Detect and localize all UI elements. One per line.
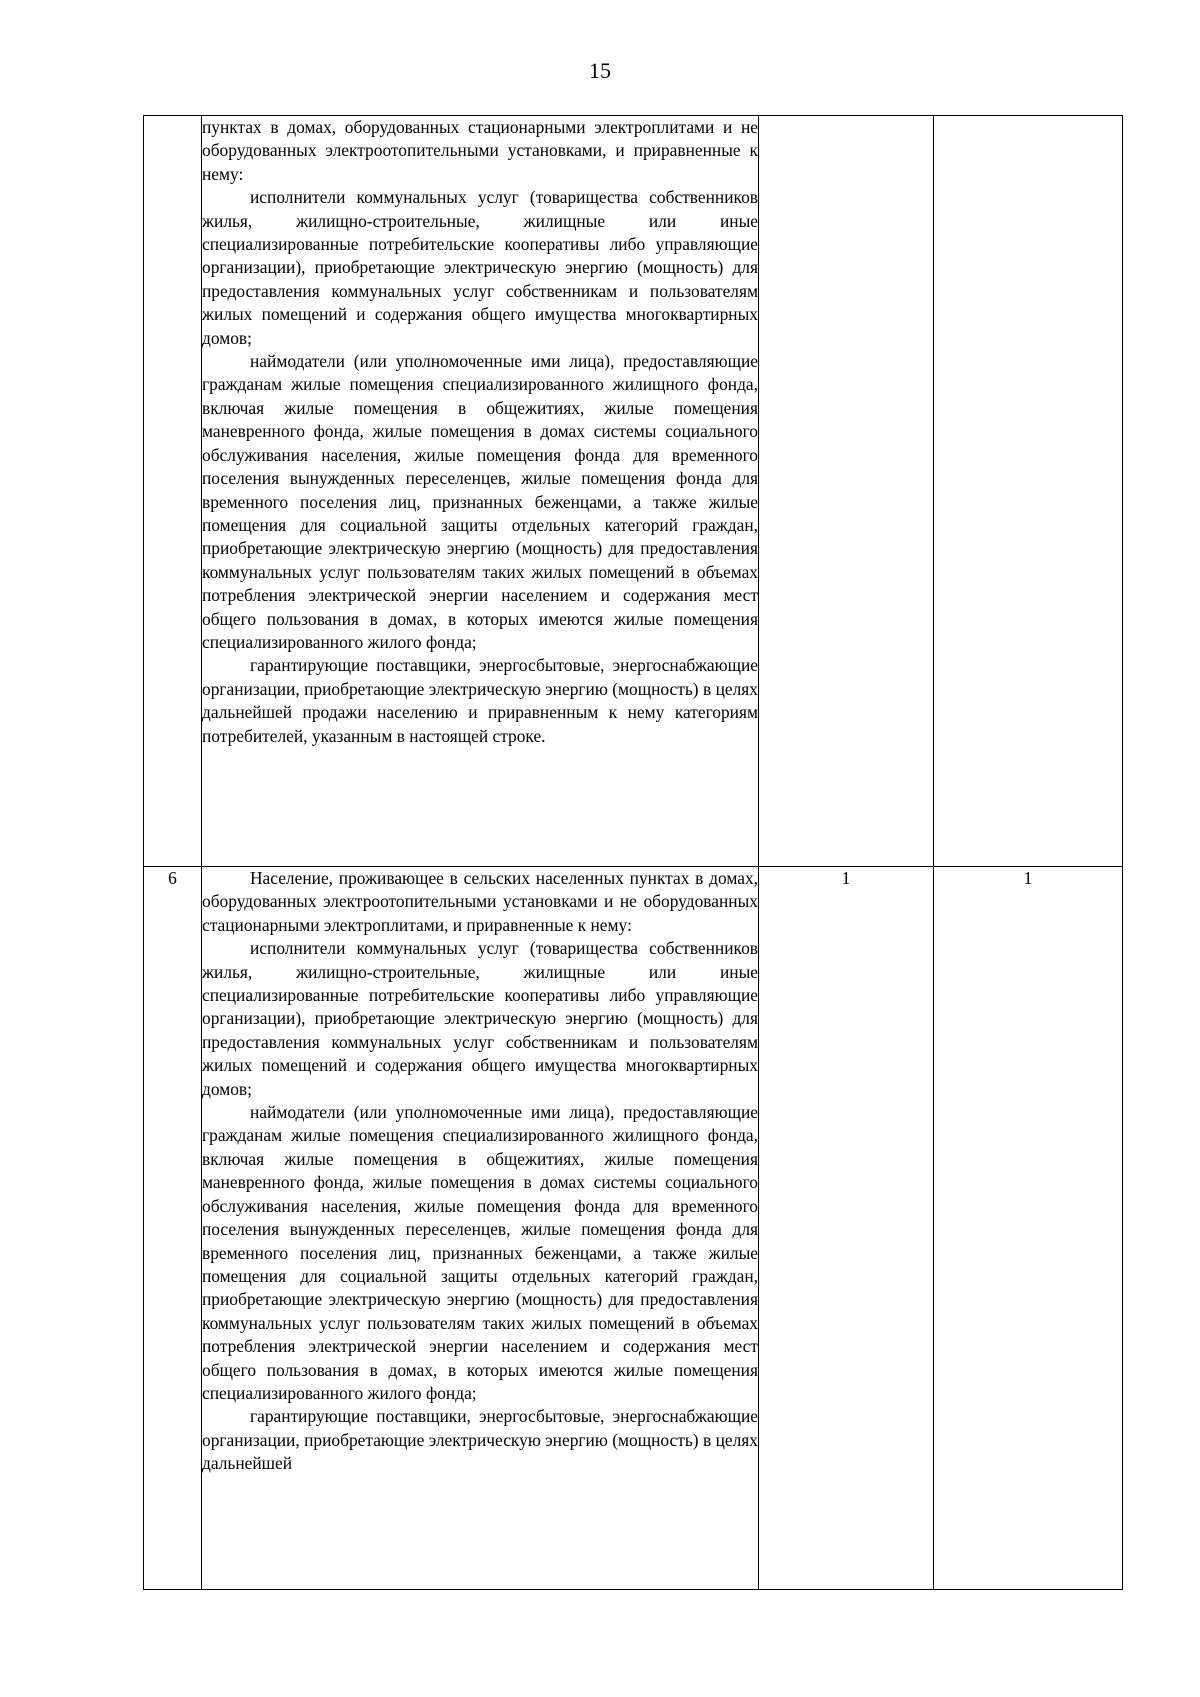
description-paragraph: исполнители коммунальных услуг (товарищества собственников жилья, жилищно-строительные, жилищные или иные специализированные потребительские кооперативы либо управляющие организации), приобретающие электрическую энергию (мощность) для предоставления коммунальных услуг собственникам и пользователям жилых помещений и содержания общего имущества многоквартирных домов; (202, 938, 758, 1099)
row-number-cell (144, 116, 202, 867)
description-paragraph: пунктах в домах, оборудованных стационарными электроплитами и не оборудованных электроотопительными установками, и приравненные к нему: (202, 117, 758, 184)
tariff-table (143, 115, 1123, 1590)
description-paragraph: гарантирующие поставщики, энергосбытовые, энергоснабжающие организации, приобретающие электрическую энергию (мощность) в целях дальнейшей (202, 1406, 758, 1474)
row-value-cell-2: 1 (934, 867, 1123, 1590)
row-value-cell-1 (759, 116, 934, 867)
table-row (144, 867, 1123, 1590)
description-paragraph: наймодатели (или уполномоченные ими лица), предоставляющие гражданам жилые помещения специализированного жилищного фонда, включая жилые помещения в общежитиях, жилые помещения маневренного фонда, жилые помещения в домах системы социального обслуживания населения, жилые помещения фонда для временного поселения вынужденных переселенцев, жилые помещения фонда для временного поселения лиц, признанных беженцами, а также жилые помещения для социальной защиты отдельных категорий граждан, приобретающие электрическую энергию (мощность) для предоставления коммунальных услуг пользователям таких жилых помещений в объемах потребления электрической энергии населением и содержания мест общего пользования в домах, в которых имеются жилые помещения специализированного жилого фонда; (202, 1102, 758, 1403)
row-value-cell-2 (934, 116, 1123, 867)
row-description-cell (202, 867, 759, 1590)
description-paragraph: наймодатели (или уполномоченные ими лица), предоставляющие гражданам жилые помещения специализированного жилищного фонда, включая жилые помещения в общежитиях, жилые помещения маневренного фонда, жилые помещения в домах системы социального обслуживания населения, жилые помещения фонда для временного поселения вынужденных переселенцев, жилые помещения фонда для временного поселения лиц, признанных беженцами, а также жилые помещения для социальной защиты отдельных категорий граждан, приобретающие электрическую энергию (мощность) для предоставления коммунальных услуг пользователям таких жилых помещений в объемах потребления электрической энергии населением и содержания мест общего пользования в домах, в которых имеются жилые помещения специализированного жилого фонда; (202, 351, 758, 652)
page-number: 15 (589, 58, 611, 83)
description-paragraph: гарантирующие поставщики, энергосбытовые, энергоснабжающие организации, приобретающие электрическую энергию (мощность) в целях дальнейшей продажи населению и приравненным к нему категориям потребителей, указанным в настоящей строке. (202, 655, 758, 746)
description-paragraph: Население, проживающее в сельских населенных пунктах в домах, оборудованных электроотопительными установками и не оборудованных стационарными электроплитами, и приравненные к нему: (202, 868, 758, 935)
row-number-cell: 6 (144, 867, 202, 1590)
description-paragraph: исполнители коммунальных услуг (товарищества собственников жилья, жилищно-строительные, жилищные или иные специализированные потребительские кооперативы либо управляющие организации), приобретающие электрическую энергию (мощность) для предоставления коммунальных услуг собственникам и пользователям жилых помещений и содержания общего имущества многоквартирных домов; (202, 187, 758, 348)
table-row (144, 116, 1123, 867)
row-description-cell (202, 116, 759, 867)
row-value-cell-1: 1 (759, 867, 934, 1590)
